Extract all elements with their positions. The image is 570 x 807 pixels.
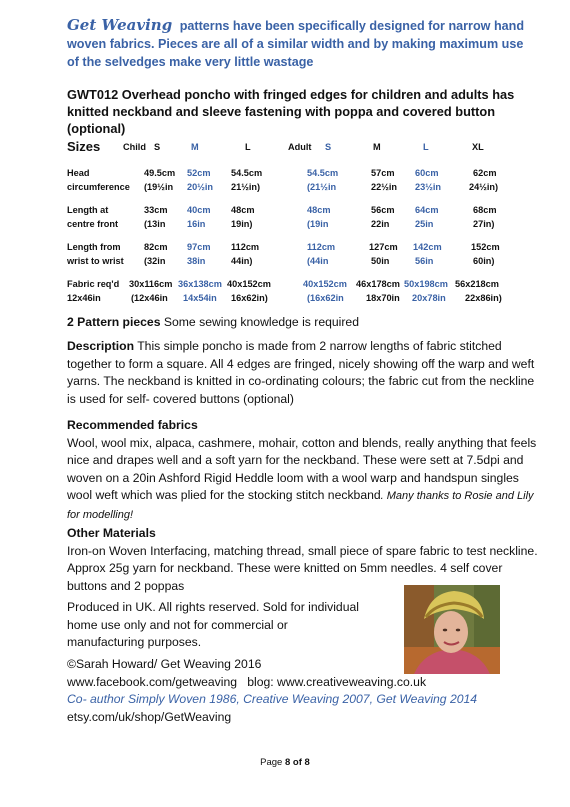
row-label: 12x46in (67, 293, 101, 303)
sizes-label: Sizes (67, 139, 101, 154)
row-label: Head (67, 168, 90, 178)
page-prefix: Page (260, 757, 283, 768)
intro-text: patterns have been specifically designed for narrow hand woven fabrics. Pieces are all of a similar width and by making maximum use of the selvedges make very little wastage (67, 19, 525, 69)
size-value: 16in (187, 219, 206, 229)
size-value: (19in (307, 219, 329, 229)
size-value: 22½in (371, 182, 398, 192)
size-row-bottom (67, 256, 517, 270)
page-of: of (292, 757, 302, 768)
contact-section (67, 656, 539, 726)
size-value: 20x78in (412, 293, 446, 303)
size-value: 97cm (187, 242, 211, 252)
pattern-pieces-heading: 2 Pattern pieces (67, 315, 161, 329)
size-value: 56in (415, 256, 434, 266)
size-header: M (373, 142, 381, 152)
materials-heading: Other Materials (67, 526, 156, 540)
adult-label: Adult (288, 142, 312, 152)
size-value: (19½in (144, 182, 174, 192)
etsy-link[interactable]: etsy.com/uk/shop/GetWeaving (67, 709, 232, 724)
size-value: 56x218cm (455, 279, 499, 289)
size-row-length-front (67, 205, 517, 233)
size-row-head (67, 168, 517, 196)
size-value: 14x54in (183, 293, 217, 303)
recommended-text: Wool, wool mix, alpaca, cashmere, mohair, cotton and blends, really anything that feels nice and drapes well and a soft yarn for the neckband. These were sett at 7.5dpi and woven on a 20in Ashford Rigid Heddle loom with a wool warp and handspun singles wool weft which was plied for the stocking stitch neckband (67, 435, 537, 503)
size-value: 52cm (187, 168, 211, 178)
sizes-header-row (67, 139, 517, 168)
child-label: Child (123, 142, 146, 152)
size-value: 152cm (471, 242, 500, 252)
blog-link[interactable]: blog: www.creativeweaving.co.uk (247, 674, 427, 689)
row-label: circumference (67, 182, 130, 192)
size-value: 18x70in (366, 293, 400, 303)
links-line (67, 674, 539, 692)
size-value: 50in (371, 256, 390, 266)
description-section (67, 338, 539, 408)
rights-notice: Produced in UK. All rights reserved. Sold for individual home use only and not for commercial or manufacturing purposes. (67, 600, 359, 650)
size-value: 38in (187, 256, 206, 266)
size-value: 27in) (473, 219, 495, 229)
size-row-fabric (67, 279, 517, 307)
size-row-top (67, 242, 517, 256)
recommended-section (67, 417, 539, 525)
size-value: 112cm (231, 242, 260, 252)
size-value: 33cm (144, 205, 168, 215)
size-value: 60in) (473, 256, 495, 266)
size-value: 127cm (369, 242, 398, 252)
size-header: S (154, 142, 161, 152)
size-value: (12x46in (131, 293, 168, 303)
size-header: L (423, 142, 429, 152)
size-value: 57cm (371, 168, 395, 178)
size-header: L (245, 142, 251, 152)
size-value: (32in (144, 256, 166, 266)
size-value: 50x198cm (404, 279, 448, 289)
size-header: XL (472, 142, 484, 152)
size-value: 49.5cm (144, 168, 176, 178)
copyright-line: ©Sarah Howard/ Get Weaving 2016 (67, 657, 262, 671)
size-value: 20½in (187, 182, 214, 192)
recommended-heading: Recommended fabrics (67, 418, 198, 432)
size-row-bottom (67, 219, 517, 233)
size-value: 23½in (415, 182, 442, 192)
materials-text: Iron-on Woven Interfacing, matching thread, small piece of spare fabric to test neckline. Approx 25g yarn for neckband. These were knitted on 5mm needles. 4 self cover buttons and 2 poppas (67, 543, 538, 593)
row-label: wrist to wrist (67, 256, 124, 266)
size-value: 142cm (413, 242, 442, 252)
size-header: M (191, 142, 199, 152)
size-value: (16x62in (307, 293, 344, 303)
size-value: 40cm (187, 205, 211, 215)
size-value: 25in (415, 219, 434, 229)
size-value: 44in) (231, 256, 253, 266)
brand-logo: Get Weaving (67, 16, 173, 34)
size-row-bottom (67, 182, 517, 196)
coauthor-line: Co- author Simply Woven 1986, Creative Weaving 2007, Get Weaving 2014 (67, 692, 478, 707)
description-heading: Description (67, 339, 135, 353)
size-value: 36x138cm (178, 279, 222, 289)
row-label: Length from (67, 242, 121, 252)
row-label: Length at (67, 205, 109, 215)
modelling-thanks: . Many thanks to Rosie and Lily for modelling! (67, 490, 534, 521)
size-value: 22x86in) (465, 293, 502, 303)
pattern-pieces-line (67, 314, 539, 332)
size-row-wrist (67, 242, 517, 270)
size-value: 24½in) (469, 182, 499, 192)
intro-paragraph (67, 16, 537, 71)
size-value: 60cm (415, 168, 439, 178)
size-value: 68cm (473, 205, 497, 215)
size-value: 46x178cm (356, 279, 400, 289)
size-value: 112cm (307, 242, 336, 252)
size-value: 54.5cm (231, 168, 263, 178)
size-value: 62cm (473, 168, 497, 178)
size-value: 22in (371, 219, 390, 229)
size-value: 40x152cm (227, 279, 271, 289)
row-label: Fabric req'd (67, 279, 120, 289)
page-current: 8 (284, 757, 291, 768)
page-total: 8 (304, 757, 310, 768)
size-value: (21½in (307, 182, 337, 192)
pattern-pieces-text: Some sewing knowledge is required (163, 315, 359, 329)
size-value: (13in (144, 219, 166, 229)
size-value: 64cm (415, 205, 439, 215)
pattern-title: GWT012 Overhead poncho with fringed edges for children and adults has knitted neckband and sleeve fastening with poppa and covered button (optional) (67, 87, 515, 136)
size-value: 48cm (307, 205, 331, 215)
page-footer (0, 757, 570, 768)
size-value: 54.5cm (307, 168, 339, 178)
size-value: 30x116cm (129, 279, 173, 289)
size-row-bottom (67, 293, 517, 307)
size-value: 40x152cm (303, 279, 347, 289)
size-value: 82cm (144, 242, 168, 252)
size-value: (44in (307, 256, 329, 266)
size-value: 21½in) (231, 182, 261, 192)
sizes-table (67, 139, 517, 316)
size-value: 48cm (231, 205, 255, 215)
size-row-top (67, 279, 517, 293)
size-value: 56cm (371, 205, 395, 215)
size-header: S (325, 142, 332, 152)
size-row-top (67, 168, 517, 182)
facebook-link[interactable]: www.facebook.com/getweaving (67, 674, 238, 689)
size-row-top (67, 205, 517, 219)
row-label: centre front (67, 219, 119, 229)
size-value: 19in) (231, 219, 253, 229)
description-text: This simple poncho is made from 2 narrow lengths of fabric stitched together to form a square. All 4 edges are fringed, nicely showing off the warp and weft yarns. The neckband is knitted in co-ordinating colours; the fabric cut from the neckline is used for self- covered buttons (optional) (67, 339, 535, 406)
size-value: 16x62in) (231, 293, 268, 303)
